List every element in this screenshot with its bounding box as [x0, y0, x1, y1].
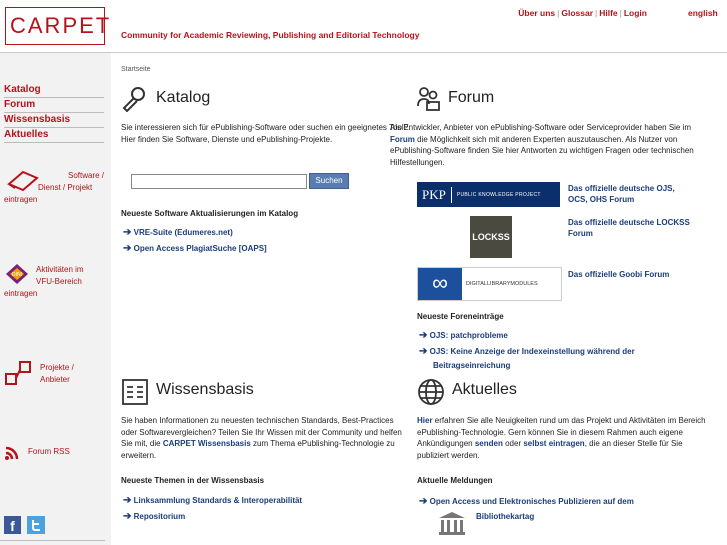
- arrow-right-icon: ➔: [419, 496, 428, 507]
- aktuelles-news-link-cont[interactable]: Bibliothekartag: [476, 512, 535, 521]
- wrench-icon: [120, 86, 148, 112]
- sidebar-item-katalog[interactable]: Katalog: [4, 82, 104, 98]
- aktuelles-news-heading: Aktuelle Meldungen: [417, 476, 493, 485]
- dini-icon[interactable]: [4, 262, 30, 286]
- language-link[interactable]: english: [688, 8, 718, 18]
- katalog-update-link[interactable]: VRE-Suite (Edumeres.net): [133, 228, 233, 237]
- tagline: Community for Academic Reviewing, Publishing and Editorial Technology: [121, 30, 420, 40]
- forum-title[interactable]: Forum: [448, 89, 495, 106]
- aktuelles-send-link[interactable]: senden: [474, 439, 503, 448]
- arrow-right-icon: ➔: [123, 227, 132, 238]
- arrow-right-icon: ➔: [419, 346, 428, 357]
- forum-latest-link[interactable]: OJS: Keine Anzeige der Indexeinstellung während der: [429, 347, 635, 356]
- search-input[interactable]: [131, 174, 307, 189]
- document-icon: [121, 378, 149, 406]
- activities-link-line2[interactable]: VFU-Bereich: [36, 277, 82, 286]
- wissensbasis-inline-link[interactable]: CARPET Wissensbasis: [162, 439, 251, 448]
- katalog-title[interactable]: Katalog: [156, 89, 211, 106]
- forum-latest-heading: Neueste Foreneinträge: [417, 312, 504, 321]
- aktuelles-self-link[interactable]: selbst eintragen: [523, 439, 585, 448]
- forum-latest-link-cont[interactable]: Beitragseinreichung: [433, 361, 511, 370]
- forum-link-ojs[interactable]: Das offizielle deutsche OJS, OCS, OHS Forum: [568, 184, 675, 204]
- sidebar-item-aktuelles[interactable]: Aktuelles: [4, 127, 104, 143]
- breadcrumb[interactable]: Startseite: [121, 66, 151, 73]
- wissensbasis-topic-item[interactable]: [123, 511, 185, 522]
- svg-text:DINI: DINI: [11, 272, 23, 278]
- building-icon: [437, 510, 467, 536]
- aktuelles-news-item[interactable]: [419, 496, 634, 507]
- wissensbasis-topic-item[interactable]: [123, 495, 302, 506]
- wissensbasis-title[interactable]: Wissensbasis: [156, 381, 254, 398]
- forum-latest-item[interactable]: [419, 346, 635, 357]
- katalog-text: Sie interessieren sich für ePublishing-Software oder suchen ein geeignetes Tool? Hier finden Sie Software, Dienste und ePublishing-Projekte.: [121, 123, 409, 144]
- forum-link-lockss[interactable]: Das offizielle deutsche LOCKSS Forum: [568, 218, 690, 238]
- nav-login[interactable]: Login: [623, 8, 647, 18]
- activities-link-line3[interactable]: eintragen: [4, 289, 38, 298]
- wissensbasis-topic-link[interactable]: Linksammlung Standards & Interoperabilität: [133, 496, 303, 505]
- aktuelles-news-link[interactable]: Open Access und Elektronisches Publizieren auf dem: [429, 497, 634, 506]
- wissensbasis-topics-heading: Neueste Themen in der Wissensbasis: [121, 476, 265, 485]
- twitter-icon[interactable]: [27, 516, 45, 534]
- forum-inline-link[interactable]: Forum: [390, 134, 415, 144]
- arrow-right-icon: ➔: [123, 243, 132, 254]
- forum-text: Als Entwickler, Anbieter von ePublishing-Software oder Serviceprovider haben Sie im Forum die Möglichkeit sich mit anderen Experten auszutauschen. Als Nutzer von ePublishing-Software finden Sie hier Antworten zu wichtigen Fragen oder technischen Hilfestellungen.: [390, 123, 694, 167]
- aktuelles-text: Hier erfahren Sie alle Neuigkeiten rund um das Projekt und Aktivitäten im Bereich ePublishing-Technologie. Gern können Sie in diesem Rahmen auch eigene Ankündigungen senden oder selbst eintragen, die an dieser Stelle für Sie publiziert werden.: [417, 416, 706, 460]
- activities-link-line1[interactable]: Aktivitäten im: [36, 265, 84, 274]
- nav-help[interactable]: Hilfe: [599, 8, 618, 18]
- katalog-updates-heading: Neueste Software Aktualisierungen im Katalog: [121, 209, 299, 218]
- facebook-icon[interactable]: f: [4, 516, 21, 534]
- infinity-icon: ∞: [418, 268, 462, 300]
- forum-link-goobi[interactable]: Das offizielle Goobi Forum: [568, 270, 670, 279]
- arrow-right-icon: ➔: [123, 495, 132, 506]
- search-button[interactable]: Suchen: [309, 173, 349, 189]
- software-link-line1[interactable]: Software /: [68, 171, 105, 180]
- aktuelles-title[interactable]: Aktuelles: [452, 381, 517, 398]
- nav-glossary[interactable]: Glossar: [561, 8, 593, 18]
- arrow-right-icon: ➔: [419, 330, 428, 341]
- software-link-line3[interactable]: eintragen: [4, 195, 38, 204]
- carpet-logo[interactable]: CARPET: [5, 7, 105, 45]
- nav-about[interactable]: Über uns: [518, 8, 556, 18]
- dlm-logo[interactable]: ∞ DIGITALLIBRARYMODULES: [417, 267, 562, 301]
- lockss-logo[interactable]: LOCKSS: [470, 216, 512, 258]
- forum-latest-item[interactable]: [419, 330, 508, 341]
- pkp-logo[interactable]: PKP PUBLIC KNOWLEDGE PROJECT: [417, 182, 560, 207]
- aktuelles-hier-link[interactable]: Hier: [417, 416, 433, 425]
- sidebar-item-forum[interactable]: Forum: [4, 97, 104, 113]
- forum-latest-link[interactable]: OJS: patchprobleme: [429, 331, 508, 340]
- globe-icon: [417, 378, 445, 406]
- sidebar-bottom-divider: [0, 540, 105, 541]
- arrow-right-icon: ➔: [123, 511, 132, 522]
- top-nav: Über uns | Glossar | Hilfe | Login: [518, 8, 647, 18]
- eraser-icon[interactable]: [5, 168, 41, 192]
- wissensbasis-text: Sie haben Informationen zu neuesten technischen Standards, Best-Practices oder Softwarevergleichen? Teilen Sie Ihr Wissen mit der Community und helfen Sie mit, die CARPET Wissensbasis zum Thema ePublishing-Technologie zu erweitern.: [121, 416, 402, 460]
- projects-link-line2[interactable]: Anbieter: [40, 375, 70, 384]
- sidebar-item-wissensbasis[interactable]: Wissensbasis: [4, 112, 104, 128]
- projects-icon[interactable]: [4, 358, 34, 388]
- katalog-update-item[interactable]: [123, 227, 233, 238]
- rss-link[interactable]: Forum RSS: [28, 447, 70, 456]
- people-icon: [417, 86, 441, 112]
- wissensbasis-topic-link[interactable]: Repositorium: [133, 512, 186, 521]
- software-link-line2[interactable]: Dienst / Projekt: [38, 183, 93, 192]
- projects-link-line1[interactable]: Projekte /: [40, 363, 74, 372]
- katalog-update-link[interactable]: Open Access PlagiatSuche [OAPS]: [133, 244, 267, 253]
- katalog-update-item[interactable]: [123, 243, 267, 254]
- rss-icon[interactable]: [4, 443, 22, 461]
